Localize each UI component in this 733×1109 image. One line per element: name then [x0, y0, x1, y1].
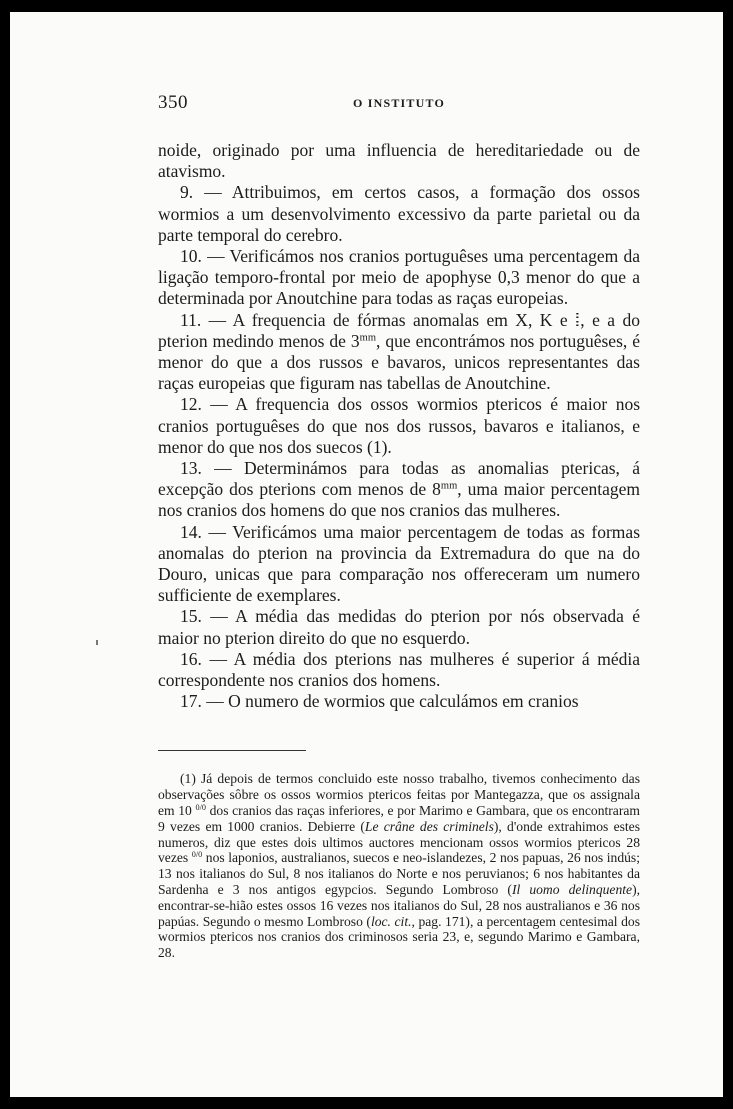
running-title: O INSTITUTO: [352, 96, 445, 110]
percent-sign: 0/0: [195, 803, 206, 813]
body-text: [158, 140, 640, 712]
book-page: [10, 12, 723, 1097]
paragraph-item-9: 9. — Attribuimos, em certos casos, a formação dos ossos wormios a um desenvolvimento excessivo da parte parietal ou da parte temporal do cerebro.: [158, 182, 640, 245]
pterion-shape-glyph: ⵂ: [575, 309, 581, 330]
paragraph-item-11: [158, 310, 640, 395]
paragraph-continuation: noide, originado por uma influencia de hereditariedade ou de atavismo.: [158, 140, 640, 182]
footnote-text: ), d'onde extrahimos estes numeros, diz que estes dois ultimos auctores mencionam ossos wormios ptericos 28 vezes: [158, 818, 640, 866]
ink-speck: [96, 640, 98, 645]
paragraph-item-12: 12. — A frequencia dos ossos wormios ptericos é maior nos cranios portuguêses do que nos dos russos, bavaros e italianos, e menor do que nos dos suecos (1).: [158, 394, 640, 457]
citation-title: Il uomo delinquente: [511, 882, 633, 898]
footnote-divider: [158, 750, 306, 751]
percent-sign: 0/0: [191, 850, 203, 860]
citation-title: loc. cit.: [370, 913, 412, 929]
unit-superscript: mm: [440, 480, 458, 492]
paragraph-item-17: 17. — O numero de wormios que calculámos em cranios: [180, 691, 579, 712]
paragraph-text: 13. — Determinámos para todas as anomalias ptericas, á excepção dos pterions com menos de 8: [158, 458, 640, 500]
footnote-text: nos laponios, australianos, suecos e neo-islandezes, 2 nos papuas, 26 nos indús; 13 nos italianos do Sul, 8 nos italianos do Norte e nos peruvianos; 6 nos habitantes da Sardenha e 3 nos antigos egypcios. Segundo Lombroso (: [158, 850, 640, 898]
paragraph-item-16: 16. — A média dos pterions nas mulheres é superior á média correspondente nos cranios dos homens.: [158, 648, 640, 691]
paragraph-item-15: 15. — A média das medidas do pterion por nós observada é maior no pterion direito do que no esquerdo.: [158, 606, 640, 648]
paragraph-text: 11. — A frequencia de fórmas anomalas em X, K e: [180, 309, 576, 330]
footnote-text: (1) Já depois de termos concluido este nosso trabalho, tivemos conhecimento das observações sôbre os ossos wormios ptericos feitas por Mantegazza, que os assignala em 10: [158, 771, 640, 819]
citation-title: Le crâne des criminels: [364, 818, 494, 834]
unit-superscript: mm: [359, 332, 377, 344]
page-header: [158, 92, 640, 114]
paragraph-text: , e a do pterion medindo menos de 3: [158, 309, 641, 351]
page-content: [158, 92, 640, 961]
paragraph-text: , uma maior percentagem nos cranios dos homens do que nos cranios das mulheres.: [158, 479, 640, 521]
footnote: [158, 771, 640, 961]
paragraph-text: , que encontrámos nos portuguêses, é menor do que a dos russos e bavaros, unicos representantes das raças europeias que figuram nas tabellas de Anoutchine.: [158, 330, 640, 394]
footnote-text: , pag. 171), a percentagem centesimal dos wormios ptericos nos cranios dos criminosos seria 23, e, segundo Marimo e Gambara, 28.: [158, 913, 641, 961]
paragraph-item-14: 14. — Verificámos uma maior percentagem de todas as formas anomalas do pterion na provincia da Extremadura do que na do Douro, unicas que para comparação nos offereceram um numero sufficiente de exemplares.: [158, 521, 640, 606]
paragraph-item-13: [158, 458, 640, 522]
footnote-text: dos cranios das raças inferiores, e por Marimo e Gambara, que os encontraram 9 vezes em 1000 cranios. Debierre (: [158, 803, 640, 834]
paragraph-item-10: 10. — Verificámos nos cranios portuguêses uma percentagem da ligação temporo-frontal por meio de apophyse 0,3 menor do que a determinada por Anoutchine para todas as raças europeias.: [158, 246, 640, 309]
page-number: 350: [158, 92, 188, 113]
footnote-text: ), encontrar-se-hião estes ossos 16 vezes nos italianos do Sul, 28 nos australianos e 36 nos papúas. Segundo o mesmo Lombroso (: [158, 882, 640, 929]
